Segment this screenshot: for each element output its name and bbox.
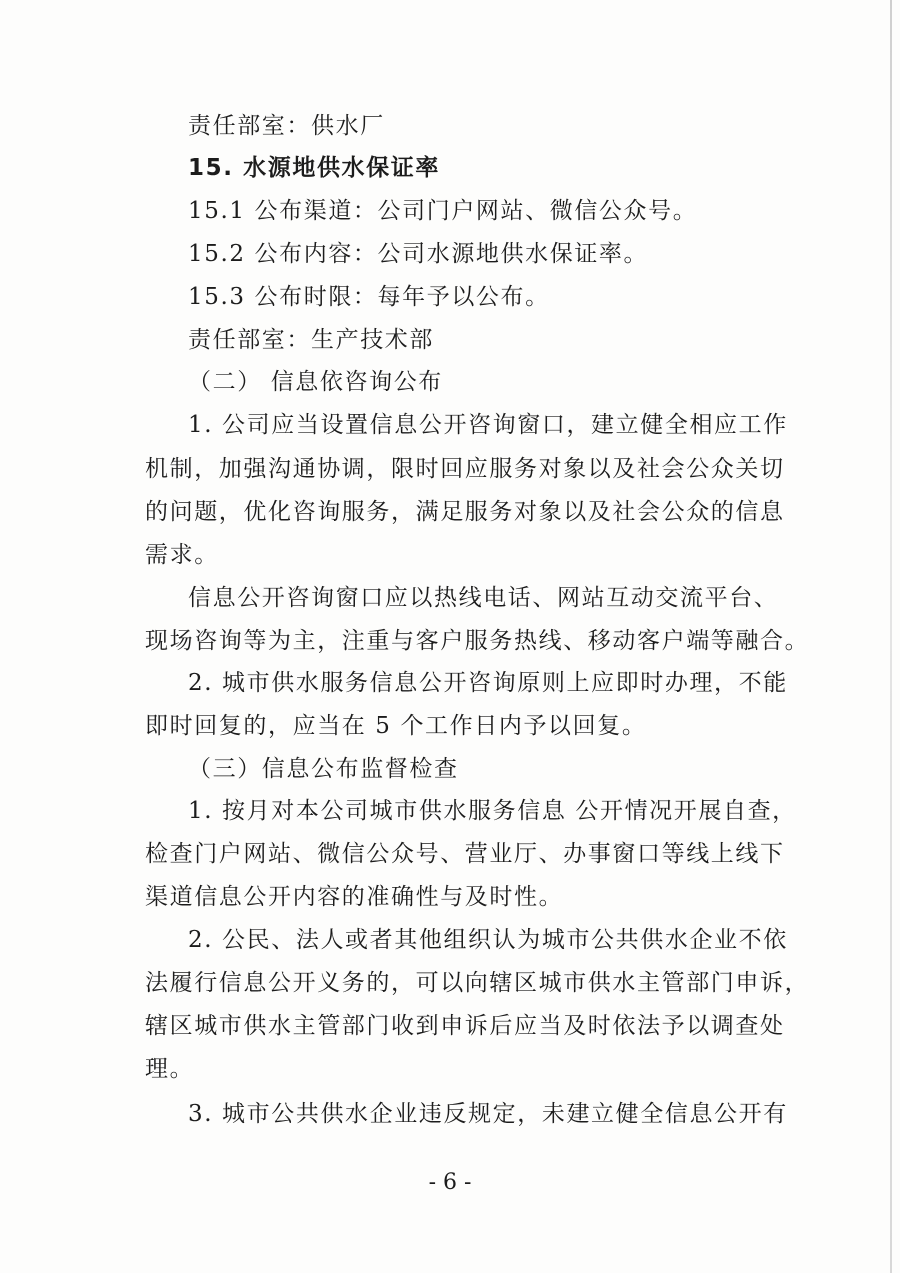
subsection-heading-2: （二） 信息依咨询公布 bbox=[188, 369, 443, 395]
paragraph-line: 现场咨询等为主，注重与客户服务热线、移动客户端等融合。 bbox=[145, 628, 810, 654]
paragraph-line: 的问题，优化咨询服务，满足服务对象以及社会公众的信息 bbox=[145, 499, 785, 525]
paragraph-line: 2. 城市供水服务信息公开咨询原则上应即时办理，不能 bbox=[188, 670, 788, 696]
paragraph-line: 1. 按月对本公司城市供水服务信息 公开情况开展自查， bbox=[188, 798, 797, 824]
responsible-dept-line: 责任部室：供水厂 bbox=[188, 113, 385, 139]
paragraph-line: 辖区城市供水主管部门收到申诉后应当及时依法予以调查处 bbox=[145, 1013, 785, 1039]
paragraph-line: 机制，加强沟通协调，限时回应服务对象以及社会公众关切 bbox=[145, 456, 785, 482]
paragraph-line: 理。 bbox=[145, 1056, 195, 1082]
section-heading-15: 15. 水源地供水保证率 bbox=[188, 155, 440, 181]
paragraph-line: 3. 城市公共供水企业违反规定，未建立健全信息公开有 bbox=[188, 1101, 788, 1127]
paragraph-line: 即时回复的，应当在 5 个工作日内予以回复。 bbox=[145, 713, 647, 739]
page-number: - 6 - bbox=[428, 1170, 472, 1195]
item-15-3: 15.3 公布时限：每年予以公布。 bbox=[188, 284, 550, 310]
paragraph-line: 1. 公司应当设置信息公开咨询窗口，建立健全相应工作 bbox=[188, 412, 788, 438]
item-15-1: 15.1 公布渠道：公司门户网站、微信公众号。 bbox=[188, 198, 698, 224]
item-15-2: 15.2 公布内容：公司水源地供水保证率。 bbox=[188, 241, 649, 267]
paragraph-line: 渠道信息公开内容的准确性与及时性。 bbox=[145, 884, 564, 910]
paragraph-line: 信息公开咨询窗口应以热线电话、网站互动交流平台、 bbox=[188, 585, 779, 611]
paragraph-line: 需求。 bbox=[145, 542, 219, 568]
paragraph-line: 法履行信息公开义务的，可以向辖区城市供水主管部门申诉， bbox=[145, 970, 810, 996]
paragraph-line: 2. 公民、法人或者其他组织认为城市公共供水企业不依 bbox=[188, 927, 788, 953]
scan-edge bbox=[890, 0, 892, 1273]
paragraph-line: 检查门户网站、微信公众号、营业厅、办事窗口等线上线下 bbox=[145, 841, 785, 867]
responsible-dept-line: 责任部室：生产技术部 bbox=[188, 327, 434, 353]
subsection-heading-3: （三）信息公布监督检查 bbox=[188, 756, 459, 782]
